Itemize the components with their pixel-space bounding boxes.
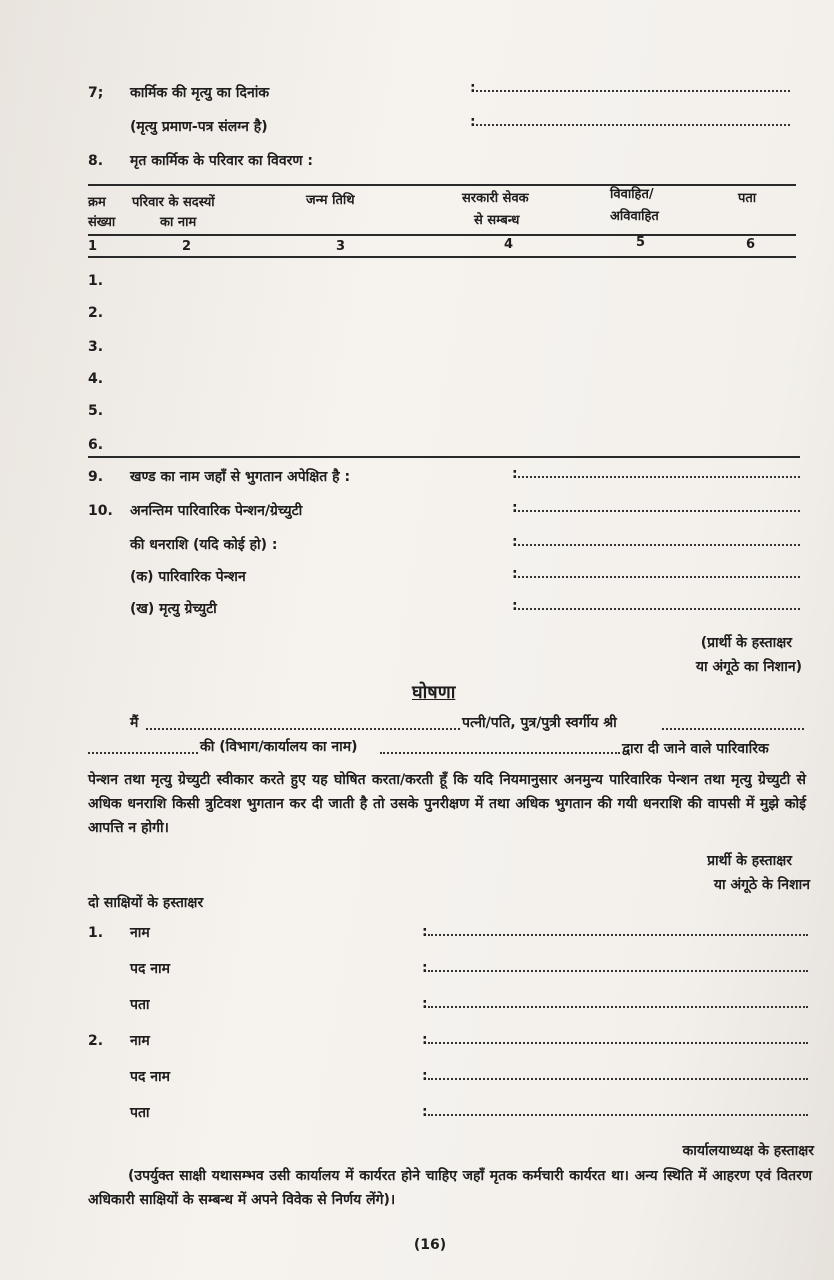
item8-number: 8. (88, 153, 104, 169)
col2-header-l2: का नाम (160, 215, 197, 230)
col1-number: 1 (88, 239, 98, 254)
table-row: 2. (88, 305, 104, 321)
item7-colon: : (470, 80, 476, 96)
table-row: 5. (88, 403, 104, 419)
item9-number: 9. (88, 469, 104, 485)
declaration-line1-start: मैं (130, 715, 139, 731)
col1-header-l2: संख्या (88, 215, 116, 230)
applicant-thumb-label-1: या अंगूठे का निशान) (695, 659, 802, 675)
department-name-fill-line[interactable] (380, 752, 620, 754)
table-bottom-rule (88, 456, 800, 458)
item10-label: अनन्तिम पारिवारिक पेन्शन/ग्रेच्युटी (130, 503, 303, 519)
witness2-post-label: पद नाम (130, 1069, 171, 1085)
applicant-signature-label-2: प्रार्थी के हस्ताक्षर (707, 853, 792, 869)
witness1-post-colon: : (422, 960, 428, 976)
witness2-address-colon: : (422, 1104, 428, 1120)
witness1-number: 1. (88, 925, 104, 941)
table-number-rule (88, 256, 796, 258)
applicant-signature-label-1: (प्रार्थी के हस्ताक्षर (700, 635, 792, 651)
witnesses-title: दो साक्षियों के हस्ताक्षर (88, 895, 204, 911)
table-header-rule (88, 234, 796, 236)
table-row: 6. (88, 437, 104, 453)
item10-b-colon: : (512, 598, 518, 614)
table-row: 1. (88, 273, 104, 289)
page-number: (16) (413, 1237, 447, 1253)
col3-header-l1: जन्म तिथि (306, 193, 355, 208)
col5-header-l2: अविवाहित (610, 209, 659, 224)
item10-fill-line[interactable] (518, 510, 800, 512)
witness1-address-colon: : (422, 996, 428, 1012)
witness1-address-fill-line[interactable] (428, 1006, 808, 1008)
witness2-post-colon: : (422, 1068, 428, 1084)
witness1-address-label: पता (130, 997, 150, 1013)
col3-number: 3 (336, 239, 346, 254)
table-row: 4. (88, 371, 104, 387)
col6-header-l1: पता (738, 191, 757, 206)
declaration-line1-relation: पत्नी/पति, पुत्र/पुत्री स्वर्गीय श्री (462, 715, 617, 731)
witness2-name-colon: : (422, 1032, 428, 1048)
table-row: 3. (88, 339, 104, 355)
witness-note: (उपर्युक्त साक्षी यथासम्भव उसी कार्यालय में कार्यरत होने चाहिए जहाँ मृतक कर्मचारी कार्यरत था। अन्य स्थिति में आहरण एवं वितरण अधिकारी साक्षियों के सम्बन्ध में अपने विवेक से निर्णय लेंगे)। (88, 1168, 812, 1208)
item7-sub-colon: : (470, 114, 476, 130)
col1-header-l1: क्रम (88, 195, 106, 210)
item8-label: मृत कार्मिक के परिवार का विवरण : (130, 153, 313, 169)
item7-label: कार्मिक की मृत्यु का दिनांक (130, 85, 270, 101)
col4-header-l1: सरकारी सेवक (462, 191, 529, 206)
witness1-name-colon: : (422, 924, 428, 940)
item10-a-label: (क) पारिवारिक पेन्शन (130, 569, 246, 585)
item10-a-colon: : (512, 566, 518, 582)
witness1-name-label: नाम (130, 925, 150, 941)
family-pension-fill-line[interactable] (518, 576, 800, 578)
witness1-post-label: पद नाम (130, 961, 171, 977)
item7-fill-line[interactable] (476, 90, 790, 92)
item7-sub: (मृत्यु प्रमाण-पत्र संलग्न है) (130, 119, 268, 135)
item9-fill-line[interactable] (518, 476, 800, 478)
applicant-thumb-label-2: या अंगूठे के निशान (713, 877, 810, 893)
item10-colon: : (512, 500, 518, 516)
col4-header-l2: से सम्बन्ध (474, 213, 520, 228)
death-gratuity-fill-line[interactable] (518, 608, 800, 610)
witness2-name-fill-line[interactable] (428, 1042, 808, 1044)
witness1-name-fill-line[interactable] (428, 934, 808, 936)
item9-label: खण्ड का नाम जहाँ से भुगतान अपेक्षित है : (130, 469, 351, 485)
item10-label2-colon: : (512, 534, 518, 550)
department-prefix-fill-line[interactable] (88, 752, 198, 754)
col5-header-l1: विवाहित/ (610, 187, 654, 202)
item7-sub-fill-line[interactable] (476, 124, 790, 126)
col4-number: 4 (504, 237, 514, 252)
declarant-name-fill-line[interactable] (146, 728, 460, 730)
item9-colon: : (512, 466, 518, 482)
declaration-line2-dept: की (विभाग/कार्यालय का नाम) (200, 739, 358, 755)
witness2-address-fill-line[interactable] (428, 1114, 808, 1116)
deceased-name-fill-line[interactable] (662, 728, 804, 730)
col5-number: 5 (636, 235, 646, 250)
table-top-rule (88, 184, 796, 186)
witness2-post-fill-line[interactable] (428, 1078, 808, 1080)
item10-label2: की धनराशि (यदि कोई हो) : (130, 537, 278, 553)
item10-amount-fill-line[interactable] (518, 544, 800, 546)
witness1-post-fill-line[interactable] (428, 970, 808, 972)
witness2-name-label: नाम (130, 1033, 150, 1049)
witness2-number: 2. (88, 1033, 104, 1049)
office-head-signature-label: कार्यालयाध्यक्ष के हस्ताक्षर (682, 1143, 814, 1159)
item7-number: 7; (88, 85, 104, 101)
declaration-title: घोषणा (412, 682, 456, 703)
item10-number: 10. (88, 503, 113, 519)
declaration-body: पेन्शन तथा मृत्यु ग्रेच्युटी स्वीकार करते हुए यह घोषित करता/करती हूँ कि यदि नियमानुसार अनमुन्य पारिवारिक पेन्शन तथा मृत्यु ग्रेच्युटी से अधिक धनराशि किसी त्रुटिवश भुगतान कर दी जाती है तो उसके पुनरीक्षण में तथा अधिक भुगतान की गयी धनराशि की वापसी में मुझे कोई आपत्ति न होगी। (88, 772, 806, 836)
col2-header-l1: परिवार के सदस्यों (132, 195, 215, 210)
item10-b-label: (ख) मृत्यु ग्रेच्युटी (130, 601, 217, 617)
col2-number: 2 (182, 239, 192, 254)
witness2-address-label: पता (130, 1105, 150, 1121)
declaration-line2-end: द्वारा दी जाने वाले पारिवारिक (622, 741, 769, 757)
col6-number: 6 (746, 237, 756, 252)
